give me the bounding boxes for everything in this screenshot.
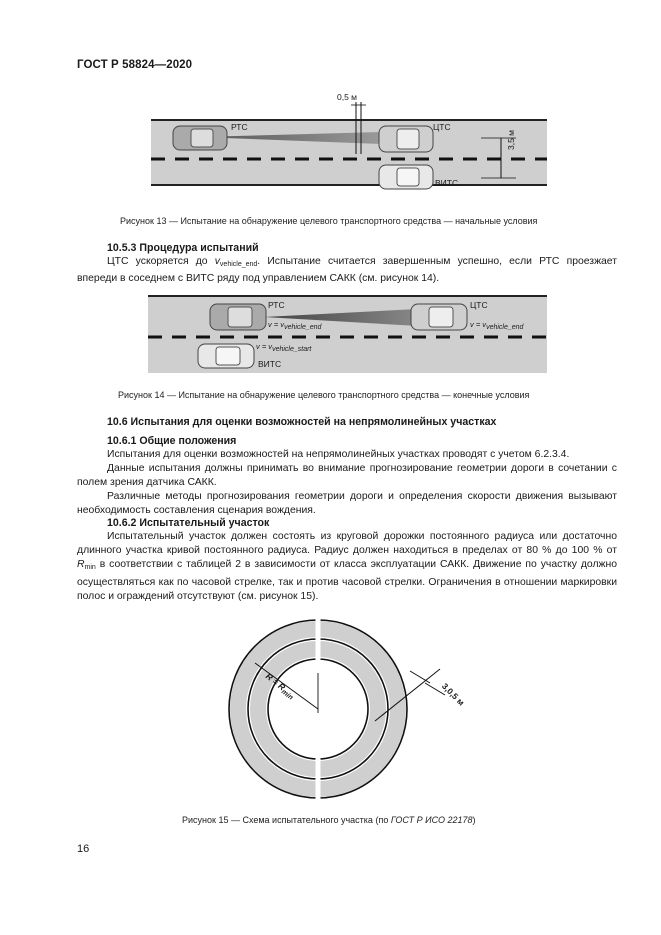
section-10-6-1-p3: Различные методы прогнозирования геометрии дороги и определения скорости движения вызывают необходимость составления сценария вождения. xyxy=(77,491,617,517)
car-vits xyxy=(379,165,433,189)
velocity-cts: $v = v_{vehicle\_end}$ xyxy=(470,320,524,331)
section-10-6-1-p2: Данные испытания должны принимать во внимание прогнозирование геометрии дороги в сочетании с полем зрения датчика САКК. xyxy=(77,463,617,489)
section-10-6-2-title: 10.6.2 Испытательный участок xyxy=(107,517,270,529)
car-rts xyxy=(210,304,266,330)
section-10-6-2-p1: Испытательный участок должен состоять из круговой дорожки постоянного радиуса или достаточно длинного участка кривой постоянного радиуса. Радиус должен находиться в пределах от 80 % до 100 % от $R_{min}$ в соответствии с таблицей 2 в зависимости от класса эксплуатации САКК. Движение по участку должно осуществляться как по часовой стрелке, так и против часовой стрелки. Ограничения в отношении маркировки полос и ограждений отсутствуют (см. рисунок 15). xyxy=(77,531,617,602)
velocity-vits: $v = v_{vehicle\_start}$ xyxy=(256,342,312,353)
dim-label-05: 0,5 м xyxy=(337,92,358,102)
label-vits: ВИТС xyxy=(435,178,459,188)
dim-label-35: 3,5 м xyxy=(506,129,516,150)
section-10-6-1-title: 10.6.1 Общие положения xyxy=(107,435,237,447)
label-cts: ЦТС xyxy=(433,122,451,132)
figure-13 xyxy=(151,92,547,198)
radius-label: $R = R_{min}$ xyxy=(263,671,295,702)
figure-13-drawing xyxy=(151,92,547,198)
figure-13-caption: Рисунок 13 — Испытание на обнаружение целевого транспортного средства — начальные условия xyxy=(120,216,538,226)
figure-15 xyxy=(215,613,477,805)
section-10-6-title: 10.6 Испытания для оценки возможностей на непрямолинейных участках xyxy=(107,416,497,428)
page-number: 16 xyxy=(77,843,90,855)
car-cts xyxy=(411,304,467,330)
width-label: 3,0,5 м xyxy=(439,681,467,708)
document-header: ГОСТ Р 58824—2020 xyxy=(77,59,193,71)
car-vits xyxy=(198,344,254,368)
section-10-5-3-paragraph: ЦТС ускоряется до $v_{vehicle\_end}$. Испытание считается завершенным успешно, если РТС проезжает впереди в соседнем с ВИТС ряду под управлением САКК (см. рисунок 14). xyxy=(77,256,617,285)
label-vits: ВИТС xyxy=(258,359,282,369)
car-rts xyxy=(173,126,227,150)
label-cts: ЦТС xyxy=(470,300,488,310)
figure-14-caption: Рисунок 14 — Испытание на обнаружение целевого транспортного средства — конечные условия xyxy=(118,390,530,400)
figure-14 xyxy=(148,293,547,373)
section-10-5-3-title: 10.5.3 Процедура испытаний xyxy=(107,242,259,254)
section-10-6-1-p1: Испытания для оценки возможностей на непрямолинейных участках проводят с учетом 6.2.3.4. xyxy=(107,449,570,460)
figure-15-caption: Рисунок 15 — Схема испытательного участка (по ГОСТ Р ИСО 22178) xyxy=(182,815,476,825)
figure-15-drawing xyxy=(215,613,477,805)
label-rts: РТС xyxy=(268,300,285,310)
car-cts xyxy=(379,126,433,152)
label-rts: РТС xyxy=(231,122,248,132)
velocity-rts: $v = v_{vehicle\_end}$ xyxy=(268,320,322,331)
